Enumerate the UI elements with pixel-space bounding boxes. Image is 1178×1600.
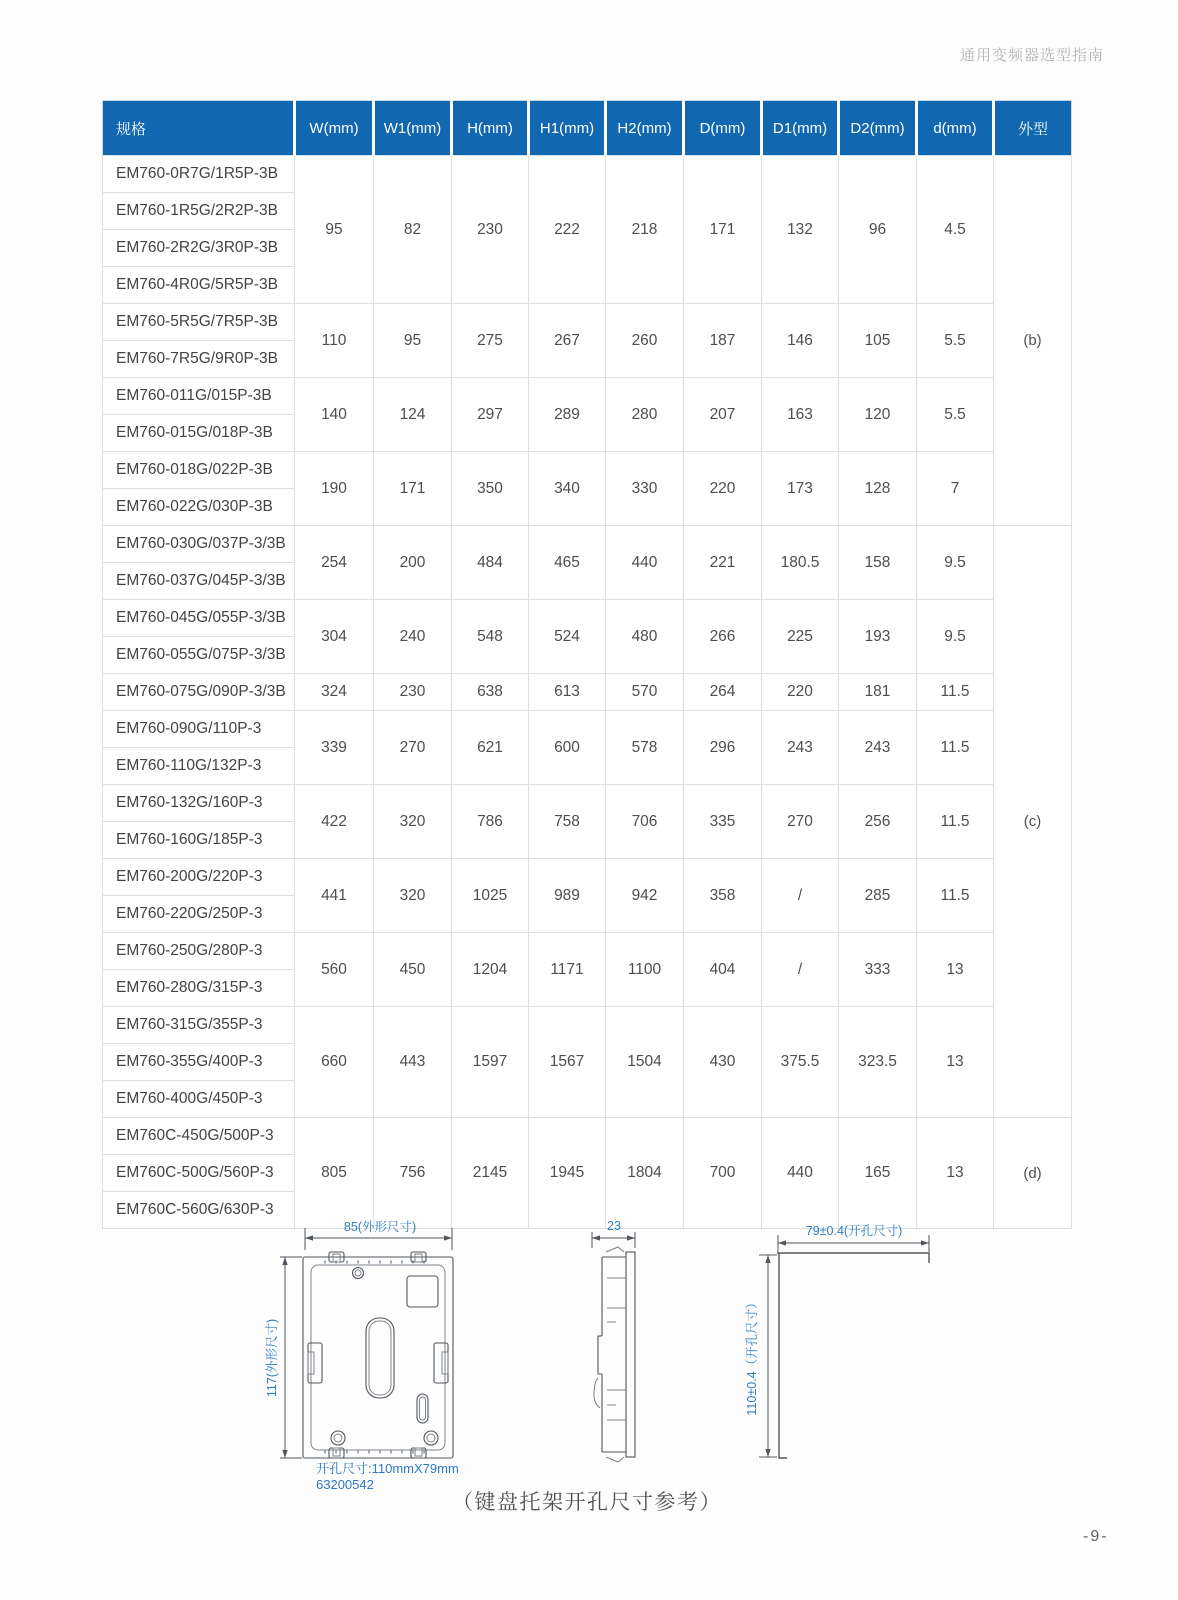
value-cell: 440 — [606, 526, 684, 600]
model-cell: EM760-5R5G/7R5P-3B — [103, 304, 295, 341]
table-row — [103, 526, 1072, 563]
model-cell: EM760C-500G/560P-3 — [103, 1155, 295, 1192]
spec-table-head — [103, 101, 1072, 156]
value-cell: 323.5 — [839, 1007, 917, 1118]
table-row — [103, 378, 1072, 415]
page-number: -9- — [1083, 1528, 1109, 1545]
value-cell: 465 — [529, 526, 606, 600]
value-cell: 621 — [452, 711, 529, 785]
table-row — [103, 785, 1072, 822]
value-cell: 330 — [606, 452, 684, 526]
value-cell: 638 — [452, 674, 529, 711]
model-cell: EM760C-450G/500P-3 — [103, 1118, 295, 1155]
value-cell: 5.5 — [917, 304, 994, 378]
model-cell: EM760-2R2G/3R0P-3B — [103, 230, 295, 267]
value-cell: 560 — [295, 933, 374, 1007]
value-cell: 5.5 — [917, 378, 994, 452]
model-cell: EM760-0R7G/1R5P-3B — [103, 156, 295, 193]
table-row — [103, 304, 1072, 341]
model-cell: EM760-015G/018P-3B — [103, 415, 295, 452]
column-header-2: W1(mm) — [374, 101, 452, 156]
value-cell: 260 — [606, 304, 684, 378]
value-cell: 270 — [374, 711, 452, 785]
value-cell: 9.5 — [917, 600, 994, 674]
model-cell: EM760-220G/250P-3 — [103, 896, 295, 933]
center-slot — [366, 1318, 394, 1398]
value-cell: 1100 — [606, 933, 684, 1007]
value-cell: 758 — [529, 785, 606, 859]
value-cell: 163 — [762, 378, 839, 452]
model-cell: EM760-022G/030P-3B — [103, 489, 295, 526]
value-cell: 220 — [684, 452, 762, 526]
value-cell: 578 — [606, 711, 684, 785]
value-cell: 480 — [606, 600, 684, 674]
table-row — [103, 600, 1072, 637]
model-cell: EM760-250G/280P-3 — [103, 933, 295, 970]
value-cell: 440 — [762, 1118, 839, 1229]
front-width-dimension: 85(外形尺寸) — [343, 1220, 417, 1234]
value-cell: 1504 — [606, 1007, 684, 1118]
table-row — [103, 933, 1072, 970]
column-header-4: H1(mm) — [529, 101, 606, 156]
value-cell: 220 — [762, 674, 839, 711]
value-cell: 11.5 — [917, 785, 994, 859]
value-cell: 240 — [374, 600, 452, 674]
value-cell: 285 — [839, 859, 917, 933]
model-cell: EM760-7R5G/9R0P-3B — [103, 341, 295, 378]
value-cell: 11.5 — [917, 711, 994, 785]
value-cell: 222 — [529, 156, 606, 304]
value-cell: 335 — [684, 785, 762, 859]
model-cell: EM760-280G/315P-3 — [103, 970, 295, 1007]
column-header-10: 外型 — [994, 101, 1072, 156]
value-cell: 267 — [529, 304, 606, 378]
value-cell: 270 — [762, 785, 839, 859]
value-cell: 13 — [917, 1118, 994, 1229]
front-view-drawing — [264, 1219, 453, 1458]
value-cell: 124 — [374, 378, 452, 452]
value-cell: 443 — [374, 1007, 452, 1118]
value-cell: 221 — [684, 526, 762, 600]
cutout-height-dimension: 110±0.4（开孔尺寸） — [745, 1296, 759, 1416]
side-latch-right-icon — [434, 1343, 448, 1383]
value-cell: / — [762, 859, 839, 933]
spec-table — [102, 100, 1072, 1229]
value-cell: 484 — [452, 526, 529, 600]
value-cell: 1597 — [452, 1007, 529, 1118]
value-cell: 805 — [295, 1118, 374, 1229]
model-cell: EM760-018G/022P-3B — [103, 452, 295, 489]
model-cell: EM760-011G/015P-3B — [103, 378, 295, 415]
value-cell: 600 — [529, 711, 606, 785]
value-cell: 548 — [452, 600, 529, 674]
value-cell: 9.5 — [917, 526, 994, 600]
value-cell: 171 — [374, 452, 452, 526]
value-cell: 243 — [839, 711, 917, 785]
column-header-7: D1(mm) — [762, 101, 839, 156]
value-cell: 660 — [295, 1007, 374, 1118]
table-row — [103, 711, 1072, 748]
column-header-6: D(mm) — [684, 101, 762, 156]
value-cell: 700 — [684, 1118, 762, 1229]
value-cell: 140 — [295, 378, 374, 452]
value-cell: 304 — [295, 600, 374, 674]
value-cell: 450 — [374, 933, 452, 1007]
value-cell: / — [762, 933, 839, 1007]
screw-hole-top-icon — [353, 1268, 364, 1279]
side-latch-left-icon — [308, 1343, 322, 1383]
value-cell: 254 — [295, 526, 374, 600]
value-cell: 11.5 — [917, 674, 994, 711]
drawing-caption: （键盘托架开孔尺寸参考） — [452, 1491, 722, 1514]
column-header-0: 规格 — [103, 101, 295, 156]
value-cell: 230 — [452, 156, 529, 304]
value-cell: 187 — [684, 304, 762, 378]
value-cell: 230 — [374, 674, 452, 711]
connector-window — [407, 1276, 438, 1307]
value-cell: 289 — [529, 378, 606, 452]
table-row — [103, 674, 1072, 711]
value-cell: 275 — [452, 304, 529, 378]
value-cell: 1567 — [529, 1007, 606, 1118]
column-header-8: D2(mm) — [839, 101, 917, 156]
value-cell: 430 — [684, 1007, 762, 1118]
value-cell: 96 — [839, 156, 917, 304]
value-cell: 190 — [295, 452, 374, 526]
model-cell: EM760-315G/355P-3 — [103, 1007, 295, 1044]
spec-table-wrap — [102, 100, 1072, 1229]
value-cell: 350 — [452, 452, 529, 526]
value-cell: 441 — [295, 859, 374, 933]
screw-hole-bottom-left-icon — [331, 1431, 345, 1445]
value-cell: 165 — [839, 1118, 917, 1229]
value-cell: 120 — [839, 378, 917, 452]
value-cell: 171 — [684, 156, 762, 304]
value-cell: 207 — [684, 378, 762, 452]
value-cell: 340 — [529, 452, 606, 526]
cutout-corner-drawing — [744, 1223, 929, 1458]
model-cell: EM760-1R5G/2R2P-3B — [103, 193, 295, 230]
side-view-drawing — [592, 1219, 635, 1462]
lower-slot — [417, 1394, 428, 1423]
value-cell: 218 — [606, 156, 684, 304]
value-cell: 105 — [839, 304, 917, 378]
value-cell: 1171 — [529, 933, 606, 1007]
model-cell: EM760-4R0G/5R5P-3B — [103, 267, 295, 304]
value-cell: 942 — [606, 859, 684, 933]
table-row — [103, 452, 1072, 489]
model-cell: EM760-400G/450P-3 — [103, 1081, 295, 1118]
model-cell: EM760-090G/110P-3 — [103, 711, 295, 748]
value-cell: 422 — [295, 785, 374, 859]
doc-header-title: 通用变频器选型指南 — [959, 47, 1104, 64]
column-header-5: H2(mm) — [606, 101, 684, 156]
model-cell: EM760-355G/400P-3 — [103, 1044, 295, 1081]
value-cell: 95 — [295, 156, 374, 304]
value-cell: 756 — [374, 1118, 452, 1229]
column-header-9: d(mm) — [917, 101, 994, 156]
value-cell: 256 — [839, 785, 917, 859]
header-row — [103, 101, 1072, 156]
table-row — [103, 859, 1072, 896]
value-cell: 320 — [374, 785, 452, 859]
value-cell: 193 — [839, 600, 917, 674]
model-cell: EM760-160G/185P-3 — [103, 822, 295, 859]
cutout-width-dimension: 79±0.4(开孔尺寸) — [805, 1224, 903, 1238]
outline-cell: (c) — [994, 526, 1072, 1118]
value-cell: 333 — [839, 933, 917, 1007]
value-cell: 1945 — [529, 1118, 606, 1229]
value-cell: 4.5 — [917, 156, 994, 304]
value-cell: 320 — [374, 859, 452, 933]
value-cell: 989 — [529, 859, 606, 933]
value-cell: 2145 — [452, 1118, 529, 1229]
value-cell: 13 — [917, 933, 994, 1007]
value-cell: 95 — [374, 304, 452, 378]
side-width-dimension: 23 — [607, 1219, 621, 1233]
model-cell: EM760C-560G/630P-3 — [103, 1192, 295, 1229]
table-row — [103, 1118, 1072, 1155]
value-cell: 180.5 — [762, 526, 839, 600]
value-cell: 786 — [452, 785, 529, 859]
model-cell: EM760-132G/160P-3 — [103, 785, 295, 822]
value-cell: 358 — [684, 859, 762, 933]
model-cell: EM760-030G/037P-3/3B — [103, 526, 295, 563]
value-cell: 128 — [839, 452, 917, 526]
spec-table-body — [103, 156, 1072, 1229]
model-cell: EM760-055G/075P-3/3B — [103, 637, 295, 674]
model-cell: EM760-110G/132P-3 — [103, 748, 295, 785]
value-cell: 570 — [606, 674, 684, 711]
value-cell: 243 — [762, 711, 839, 785]
value-cell: 706 — [606, 785, 684, 859]
value-cell: 324 — [295, 674, 374, 711]
value-cell: 173 — [762, 452, 839, 526]
cutout-corner-lines — [777, 1253, 929, 1458]
table-row — [103, 156, 1072, 193]
cutout-note-line1: 开孔尺寸:110mmX79mm — [316, 1461, 459, 1476]
value-cell: 181 — [839, 674, 917, 711]
value-cell: 266 — [684, 600, 762, 674]
value-cell: 404 — [684, 933, 762, 1007]
model-cell: EM760-037G/045P-3/3B — [103, 563, 295, 600]
value-cell: 200 — [374, 526, 452, 600]
cutout-note — [316, 1461, 459, 1493]
value-cell: 1804 — [606, 1118, 684, 1229]
value-cell: 1204 — [452, 933, 529, 1007]
cutout-note-line2: 63200542 — [316, 1477, 374, 1492]
value-cell: 613 — [529, 674, 606, 711]
value-cell: 158 — [839, 526, 917, 600]
value-cell: 375.5 — [762, 1007, 839, 1118]
value-cell: 146 — [762, 304, 839, 378]
model-cell: EM760-045G/055P-3/3B — [103, 600, 295, 637]
outline-cell: (d) — [994, 1118, 1072, 1229]
column-header-3: H(mm) — [452, 101, 529, 156]
screw-hole-bottom-right-icon — [424, 1431, 438, 1445]
value-cell: 524 — [529, 600, 606, 674]
column-header-1: W(mm) — [295, 101, 374, 156]
outline-cell: (b) — [994, 156, 1072, 526]
value-cell: 297 — [452, 378, 529, 452]
value-cell: 11.5 — [917, 859, 994, 933]
model-cell: EM760-200G/220P-3 — [103, 859, 295, 896]
value-cell: 110 — [295, 304, 374, 378]
value-cell: 7 — [917, 452, 994, 526]
model-cell: EM760-075G/090P-3/3B — [103, 674, 295, 711]
value-cell: 82 — [374, 156, 452, 304]
value-cell: 132 — [762, 156, 839, 304]
value-cell: 13 — [917, 1007, 994, 1118]
value-cell: 225 — [762, 600, 839, 674]
value-cell: 339 — [295, 711, 374, 785]
front-height-dimension: 117(外形尺寸) — [265, 1318, 279, 1398]
value-cell: 280 — [606, 378, 684, 452]
value-cell: 296 — [684, 711, 762, 785]
value-cell: 264 — [684, 674, 762, 711]
table-row — [103, 1007, 1072, 1044]
value-cell: 1025 — [452, 859, 529, 933]
